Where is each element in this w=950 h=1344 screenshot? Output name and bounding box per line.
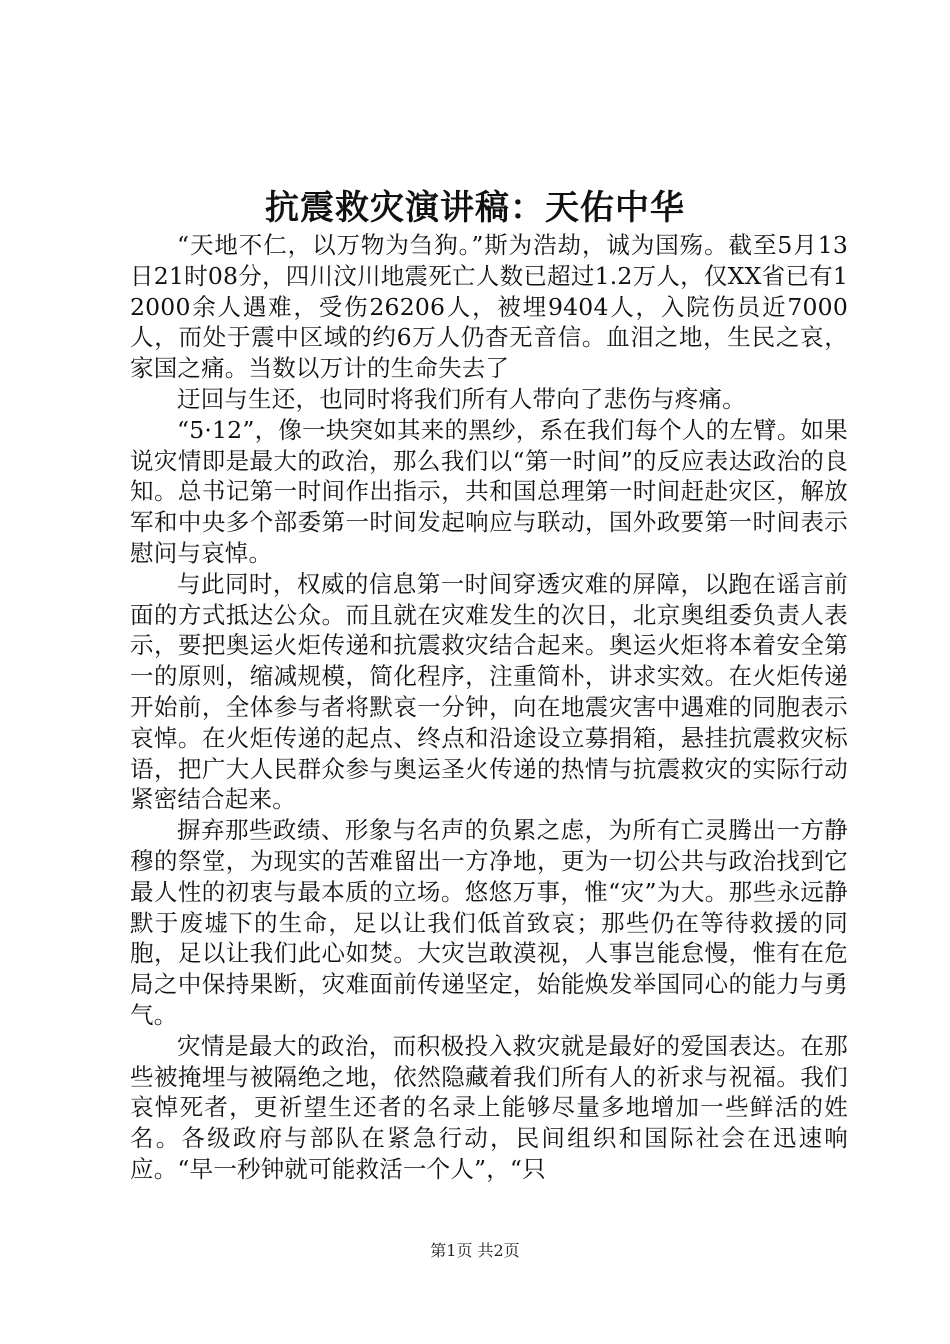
paragraph: “5·12”，像一块突如其来的黑纱，系在我们每个人的左臂。如果说灾情即是最大的政治，那么我们以“第一时间”的反应表达政治的良知。总书记第一时间作出指示，共和国总理第一时间赶赴灾区，解放军和中央多个部委第一时间发起响应与联动，国外政要第一时间表示慰问与哀悼。 — [130, 415, 848, 567]
page-footer: 第1页 共2页 — [430, 1241, 520, 1260]
paragraph: 灾情是最大的政治，而积极投入救灾就是最好的爱国表达。在那些被掩埋与被隔绝之地，依然隐藏着我们所有人的祈求与祝福。我们哀悼死者，更祈望生还者的名录上能够尽量多地增加一些鲜活的姓名。各级政府与部队在紧急行动，民间组织和国际社会在迅速响应。“早一秒钟就可能救活一个人”，“只 — [130, 1031, 848, 1183]
document-body — [130, 230, 848, 1185]
paragraph: 迂回与生还，也同时将我们所有人带向了悲伤与疼痛。 — [177, 384, 746, 413]
paragraph: 与此同时，权威的信息第一时间穿透灾难的屏障，以跑在谣言前面的方式抵达公众。而且就在灾难发生的次日，北京奥组委负责人表示，要把奥运火炬传递和抗震救灾结合起来。奥运火炬将本着安全第一的原则，缩减规模，简化程序，注重简朴，讲求实效。在火炬传递开始前，全体参与者将默哀一分钟，向在地震灾害中遇难的同胞表示哀悼。在火炬传递的起点、终点和沿途设立募捐箱，悬挂抗震救灾标语，把广大人民群众参与奥运圣火传递的热情与抗震救灾的实际行动紧密结合起来。 — [130, 569, 848, 814]
paragraph: “天地不仁，以万物为刍狗。”斯为浩劫，诚为国殇。截至5月13日21时08分，四川汶川地震死亡人数已超过1.2万人，仅XX省已有12000余人遇难，受伤26206人，被埋9404人，入院伤员近7000人，而处于震中区域的约6万人仍杳无音信。血泪之地，生民之哀，家国之痛。当数以万计的生命失去了 — [130, 231, 848, 383]
paragraph: 摒弃那些政绩、形象与名声的负累之虑，为所有亡灵腾出一方静穆的祭堂，为现实的苦难留出一方净地，更为一切公共与政治找到它最人性的初衷与最本质的立场。悠悠万事，惟“灾”为大。那些永远静默于废墟下的生命，足以让我们低首致哀；那些仍在等待救援的同胞，足以让我们此心如焚。大灾岂敢漠视，人事岂能怠慢，惟有在危局之中保持果断，灾难面前传递坚定，始能焕发举国同心的能力与勇气。 — [130, 816, 848, 1029]
page-title: 抗震救灾演讲稿：天佑中华 — [265, 188, 685, 228]
